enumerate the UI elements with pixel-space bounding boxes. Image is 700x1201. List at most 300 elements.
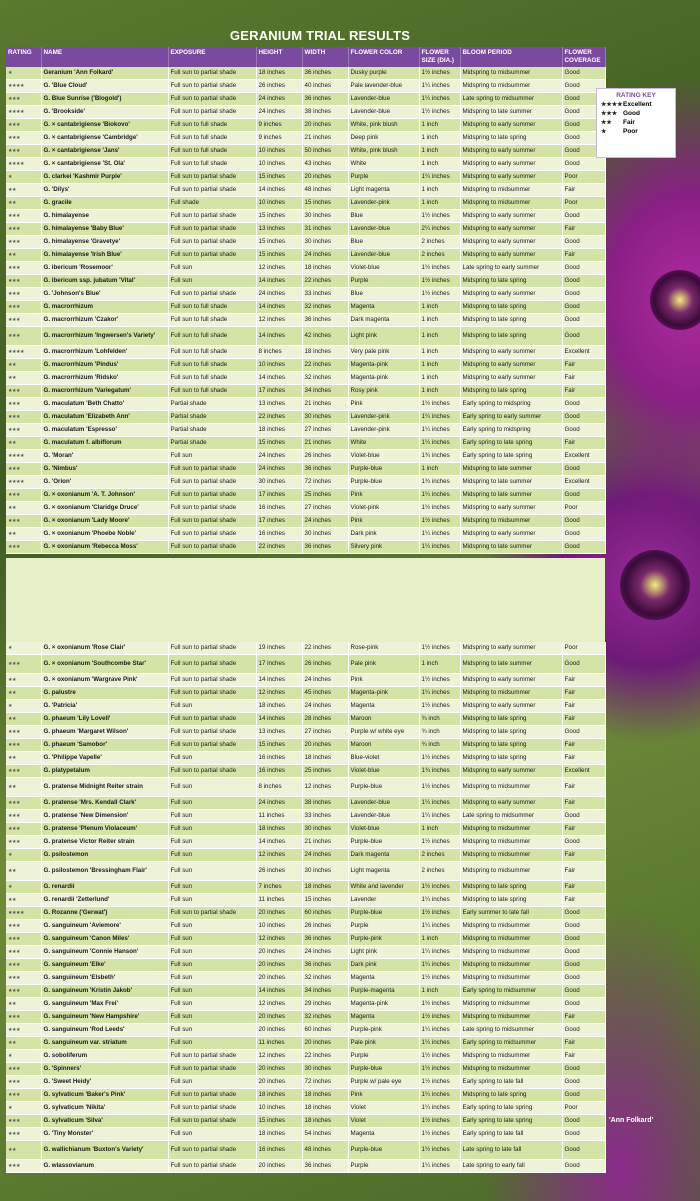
- cell-coverage: Poor: [562, 502, 605, 515]
- table-row: [6, 275, 605, 288]
- cell-exposure: Full sun to partial shade: [168, 765, 256, 778]
- cell-width: 26 inches: [302, 920, 348, 933]
- cell-flower-color: Purple-blue: [348, 907, 419, 920]
- cell-rating: ★★★: [6, 93, 41, 106]
- cell-flower-size: 2 inches: [419, 849, 460, 862]
- cell-height: 26 inches: [256, 80, 302, 93]
- star-icon: ★★★: [601, 111, 618, 117]
- cell-width: 24 inches: [302, 946, 348, 959]
- cell-coverage: Good: [562, 132, 605, 145]
- cell-flower-size: 1¼ inches: [419, 489, 460, 502]
- cell-coverage: Fair: [562, 862, 605, 881]
- cell-name: G. macrorrhizum: [41, 301, 168, 314]
- table-row: [6, 920, 605, 933]
- cell-flower-color: Magenta: [348, 1011, 419, 1024]
- cell-flower-color: Blue: [348, 236, 419, 249]
- cell-flower-size: 1¼ inches: [419, 1102, 460, 1115]
- cell-width: 42 inches: [302, 327, 348, 346]
- cell-height: 15 inches: [256, 249, 302, 262]
- cell-width: 18 inches: [302, 1115, 348, 1128]
- cell-name: G. sanguineum 'Elke': [41, 959, 168, 972]
- cell-coverage: Good: [562, 1076, 605, 1089]
- table-row: [6, 1011, 605, 1024]
- rating-key-item: [601, 128, 675, 135]
- cell-coverage: Good: [562, 398, 605, 411]
- cell-bloom-period: Late spring to early fall: [460, 1160, 562, 1173]
- cell-rating: ★★★: [6, 489, 41, 502]
- cell-flower-color: Pink: [348, 674, 419, 687]
- cell-flower-color: Magenta: [348, 301, 419, 314]
- cell-height: 20 inches: [256, 946, 302, 959]
- cell-exposure: Full sun to partial shade: [168, 642, 256, 655]
- photo-caption: 'Ann Folkard': [609, 1117, 654, 1124]
- cell-exposure: Full sun: [168, 881, 256, 894]
- cell-width: 22 inches: [302, 642, 348, 655]
- cell-bloom-period: Midspring to midsummer: [460, 1050, 562, 1063]
- cell-coverage: Poor: [562, 171, 605, 184]
- table-row: [6, 184, 605, 197]
- cell-name: G. macrorrhizum 'Variegatum': [41, 385, 168, 398]
- cell-rating: ★★★: [6, 275, 41, 288]
- cell-coverage: Good: [562, 985, 605, 998]
- cell-flower-color: Purple: [348, 1050, 419, 1063]
- cell-height: 16 inches: [256, 765, 302, 778]
- cell-flower-color: Magenta-pink: [348, 687, 419, 700]
- cell-coverage: Good: [562, 1063, 605, 1076]
- cell-flower-color: Light pink: [348, 946, 419, 959]
- cell-coverage: Fair: [562, 823, 605, 836]
- cell-flower-size: 1¼ inches: [419, 1037, 460, 1050]
- cell-flower-size: 1 inch: [419, 145, 460, 158]
- cell-bloom-period: Midspring to midsummer: [460, 836, 562, 849]
- cell-rating: ★★★: [6, 810, 41, 823]
- cell-exposure: Full sun to full shade: [168, 359, 256, 372]
- cell-width: 32 inches: [302, 1011, 348, 1024]
- cell-name: G. 'Philippe Vapelle': [41, 752, 168, 765]
- table-row: [6, 985, 605, 998]
- table-row: [6, 1037, 605, 1050]
- cell-height: 16 inches: [256, 528, 302, 541]
- cell-exposure: Full sun to partial shade: [168, 1089, 256, 1102]
- cell-height: 24 inches: [256, 450, 302, 463]
- flower-center-top: [650, 270, 700, 330]
- table-row: [6, 106, 605, 119]
- cell-bloom-period: Midspring to late spring: [460, 726, 562, 739]
- cell-bloom-period: Midspring to early summer: [460, 210, 562, 223]
- cell-flower-color: Pink: [348, 515, 419, 528]
- table-row: [6, 398, 605, 411]
- cell-flower-size: 1¼ inches: [419, 80, 460, 93]
- cell-coverage: Fair: [562, 437, 605, 450]
- cell-bloom-period: Midspring to early summer: [460, 700, 562, 713]
- cell-height: 10 inches: [256, 359, 302, 372]
- cell-bloom-period: Early spring to midsummer: [460, 1037, 562, 1050]
- cell-coverage: Good: [562, 93, 605, 106]
- cell-coverage: Good: [562, 489, 605, 502]
- cell-exposure: Full sun: [168, 836, 256, 849]
- cell-coverage: Good: [562, 1141, 605, 1160]
- table-row: [6, 823, 605, 836]
- cell-bloom-period: Midspring to midsummer: [460, 67, 562, 80]
- cell-height: 14 inches: [256, 275, 302, 288]
- cell-height: 11 inches: [256, 894, 302, 907]
- table-row: [6, 946, 605, 959]
- cell-flower-color: Dusky purple: [348, 67, 419, 80]
- table-row: [6, 502, 605, 515]
- cell-name: G. Blue Sunrise ('Blogold'): [41, 93, 168, 106]
- cell-width: 33 inches: [302, 810, 348, 823]
- cell-flower-size: 1¼ inches: [419, 424, 460, 437]
- cell-width: 60 inches: [302, 1024, 348, 1037]
- cell-height: 12 inches: [256, 933, 302, 946]
- cell-exposure: Full sun to partial shade: [168, 1115, 256, 1128]
- cell-name: G. 'Tiny Monster': [41, 1128, 168, 1141]
- table-row: [6, 1063, 605, 1076]
- cell-flower-size: 1 inch: [419, 372, 460, 385]
- cell-height: 8 inches: [256, 778, 302, 797]
- cell-width: 36 inches: [302, 541, 348, 554]
- cell-height: 20 inches: [256, 1063, 302, 1076]
- cell-flower-color: Maroon: [348, 713, 419, 726]
- cell-width: 32 inches: [302, 372, 348, 385]
- cell-bloom-period: Midspring to early summer: [460, 249, 562, 262]
- cell-width: 26 inches: [302, 450, 348, 463]
- cell-rating: ★: [6, 642, 41, 655]
- cell-coverage: Good: [562, 959, 605, 972]
- header-height: HEIGHT: [256, 47, 302, 67]
- cell-exposure: Full sun: [168, 823, 256, 836]
- cell-height: 17 inches: [256, 515, 302, 528]
- cell-flower-size: 1¼ inches: [419, 528, 460, 541]
- cell-height: 15 inches: [256, 437, 302, 450]
- cell-flower-size: 1 inch: [419, 301, 460, 314]
- cell-flower-color: Dark pink: [348, 528, 419, 541]
- cell-bloom-period: Midspring to early summer: [460, 765, 562, 778]
- cell-name: G. wlassovianum: [41, 1160, 168, 1173]
- cell-exposure: Full sun to partial shade: [168, 476, 256, 489]
- cell-coverage: Good: [562, 236, 605, 249]
- cell-flower-color: Pink: [348, 489, 419, 502]
- cell-bloom-period: Midspring to late spring: [460, 1089, 562, 1102]
- table-spacer: [6, 558, 605, 642]
- cell-bloom-period: Midspring to midsummer: [460, 184, 562, 197]
- cell-width: 21 inches: [302, 836, 348, 849]
- cell-name: G. wallichianum 'Buxton's Variety': [41, 1141, 168, 1160]
- cell-exposure: Full sun: [168, 972, 256, 985]
- cell-height: 18 inches: [256, 700, 302, 713]
- cell-coverage: Fair: [562, 1037, 605, 1050]
- table-row: [6, 752, 605, 765]
- cell-coverage: Fair: [562, 184, 605, 197]
- cell-bloom-period: Midspring to early summer: [460, 797, 562, 810]
- cell-coverage: Fair: [562, 1050, 605, 1063]
- cell-flower-size: 1 inch: [419, 346, 460, 359]
- cell-name: G. sanguineum 'Kristin Jakob': [41, 985, 168, 998]
- cell-height: 20 inches: [256, 1011, 302, 1024]
- cell-exposure: Full sun to partial shade: [168, 1141, 256, 1160]
- cell-flower-color: Lavender: [348, 894, 419, 907]
- table-row: [6, 515, 605, 528]
- cell-height: 13 inches: [256, 398, 302, 411]
- cell-exposure: Full sun to partial shade: [168, 739, 256, 752]
- cell-name: G. sanguineum 'Rod Leeds': [41, 1024, 168, 1037]
- cell-width: 36 inches: [302, 463, 348, 476]
- table-row: [6, 1076, 605, 1089]
- cell-flower-color: Magenta-pink: [348, 998, 419, 1011]
- cell-exposure: Full sun to partial shade: [168, 726, 256, 739]
- cell-bloom-period: Midspring to early summer: [460, 642, 562, 655]
- cell-exposure: Full sun: [168, 810, 256, 823]
- cell-rating: ★★: [6, 998, 41, 1011]
- cell-flower-size: 1½ inches: [419, 275, 460, 288]
- cell-bloom-period: Midspring to late spring: [460, 301, 562, 314]
- cell-flower-size: 1¼ inches: [419, 541, 460, 554]
- cell-bloom-period: Midspring to early summer: [460, 372, 562, 385]
- cell-flower-size: 1½ inches: [419, 700, 460, 713]
- cell-width: 30 inches: [302, 236, 348, 249]
- cell-height: 24 inches: [256, 288, 302, 301]
- cell-rating: ★★★★: [6, 80, 41, 93]
- cell-rating: ★★★★: [6, 346, 41, 359]
- cell-name: G. renardii: [41, 881, 168, 894]
- cell-coverage: Good: [562, 836, 605, 849]
- cell-coverage: Fair: [562, 249, 605, 262]
- cell-exposure: Full sun to full shade: [168, 158, 256, 171]
- table-row: [6, 1024, 605, 1037]
- cell-name: G. gracile: [41, 197, 168, 210]
- cell-coverage: Good: [562, 907, 605, 920]
- cell-name: G. × cantabrigiense 'Cambridge': [41, 132, 168, 145]
- cell-width: 36 inches: [302, 933, 348, 946]
- cell-exposure: Full sun: [168, 946, 256, 959]
- cell-flower-size: 1¼ inches: [419, 894, 460, 907]
- cell-name: G. sanguineum 'Connie Hanson': [41, 946, 168, 959]
- cell-height: 14 inches: [256, 372, 302, 385]
- cell-flower-size: 1½ inches: [419, 67, 460, 80]
- flower-center-middle: [620, 550, 690, 620]
- cell-rating: ★★★: [6, 223, 41, 236]
- cell-height: 14 inches: [256, 301, 302, 314]
- cell-height: 14 inches: [256, 836, 302, 849]
- cell-coverage: Fair: [562, 1011, 605, 1024]
- cell-name: G. maculatum 'Elizabeth Ann': [41, 411, 168, 424]
- cell-bloom-period: Midspring to midsummer: [460, 80, 562, 93]
- cell-flower-size: 1½ inches: [419, 210, 460, 223]
- cell-name: G. 'Dilys': [41, 184, 168, 197]
- cell-exposure: Partial shade: [168, 437, 256, 450]
- cell-bloom-period: Midspring to late summer: [460, 655, 562, 674]
- cell-flower-size: 1½ inches: [419, 778, 460, 797]
- cell-rating: ★★★: [6, 972, 41, 985]
- cell-rating: ★★★: [6, 210, 41, 223]
- cell-name: G. pratense Victor Reiter strain: [41, 836, 168, 849]
- cell-width: 25 inches: [302, 489, 348, 502]
- cell-width: 21 inches: [302, 437, 348, 450]
- cell-bloom-period: Early spring to midsummer: [460, 985, 562, 998]
- table-row: [6, 158, 605, 171]
- cell-bloom-period: Midspring to early summer: [460, 359, 562, 372]
- cell-bloom-period: Midspring to early summer: [460, 119, 562, 132]
- cell-flower-size: ¾ inch: [419, 726, 460, 739]
- cell-rating: ★★★: [6, 119, 41, 132]
- cell-coverage: Good: [562, 946, 605, 959]
- cell-coverage: Poor: [562, 642, 605, 655]
- cell-flower-color: Purple-blue: [348, 463, 419, 476]
- cell-width: 48 inches: [302, 1141, 348, 1160]
- cell-width: 38 inches: [302, 797, 348, 810]
- cell-flower-color: Lavender-pink: [348, 411, 419, 424]
- cell-width: 38 inches: [302, 106, 348, 119]
- cell-bloom-period: Midspring to late spring: [460, 132, 562, 145]
- cell-coverage: Fair: [562, 797, 605, 810]
- rating-key: [596, 88, 676, 158]
- cell-height: 10 inches: [256, 197, 302, 210]
- cell-rating: ★★★: [6, 145, 41, 158]
- cell-bloom-period: Midspring to late spring: [460, 881, 562, 894]
- cell-exposure: Full sun: [168, 262, 256, 275]
- cell-name: G. phaeum 'Margaret Wilson': [41, 726, 168, 739]
- cell-flower-color: Purple-pink: [348, 933, 419, 946]
- cell-height: 9 inches: [256, 119, 302, 132]
- cell-height: 17 inches: [256, 655, 302, 674]
- header-name: NAME: [41, 47, 168, 67]
- cell-flower-size: 1 inch: [419, 132, 460, 145]
- cell-coverage: Fair: [562, 894, 605, 907]
- cell-name: G. × cantabrigiense 'Jans': [41, 145, 168, 158]
- cell-exposure: Full sun to partial shade: [168, 1102, 256, 1115]
- table-row: [6, 80, 605, 93]
- cell-rating: ★★★: [6, 1089, 41, 1102]
- cell-rating: ★: [6, 881, 41, 894]
- table-row: [6, 972, 605, 985]
- cell-exposure: Full sun to partial shade: [168, 713, 256, 726]
- table-row: [6, 1102, 605, 1115]
- cell-bloom-period: Midspring to early summer: [460, 171, 562, 184]
- table-row: [6, 385, 605, 398]
- cell-bloom-period: Midspring to midsummer: [460, 778, 562, 797]
- cell-exposure: Full sun to partial shade: [168, 674, 256, 687]
- cell-coverage: Good: [562, 541, 605, 554]
- cell-width: 22 inches: [302, 359, 348, 372]
- rating-key-item: [601, 101, 675, 108]
- cell-width: 27 inches: [302, 726, 348, 739]
- table-row: [6, 93, 605, 106]
- cell-flower-color: Violet-blue: [348, 450, 419, 463]
- cell-exposure: Full sun: [168, 700, 256, 713]
- header-flower-color: FLOWER COLOR: [348, 47, 419, 67]
- cell-flower-size: 1½ inches: [419, 1128, 460, 1141]
- cell-rating: ★★: [6, 249, 41, 262]
- cell-flower-color: Dark pink: [348, 959, 419, 972]
- cell-coverage: Good: [562, 67, 605, 80]
- cell-coverage: Fair: [562, 372, 605, 385]
- table-row: [6, 713, 605, 726]
- cell-rating: ★★★: [6, 398, 41, 411]
- cell-width: 31 inches: [302, 223, 348, 236]
- cell-bloom-period: Midspring to midsummer: [460, 515, 562, 528]
- cell-height: 19 inches: [256, 642, 302, 655]
- cell-exposure: Full sun to full shade: [168, 346, 256, 359]
- cell-height: 12 inches: [256, 1050, 302, 1063]
- cell-height: 15 inches: [256, 236, 302, 249]
- cell-height: 8 inches: [256, 346, 302, 359]
- cell-flower-color: Purple: [348, 275, 419, 288]
- cell-flower-color: Dark magenta: [348, 849, 419, 862]
- cell-bloom-period: Midspring to late spring: [460, 739, 562, 752]
- cell-bloom-period: Early spring to early summer: [460, 411, 562, 424]
- cell-rating: ★★★: [6, 424, 41, 437]
- table-row: [6, 262, 605, 275]
- cell-height: 24 inches: [256, 93, 302, 106]
- cell-exposure: Full sun: [168, 862, 256, 881]
- cell-rating: ★: [6, 1102, 41, 1115]
- cell-width: 24 inches: [302, 700, 348, 713]
- cell-height: 10 inches: [256, 145, 302, 158]
- cell-bloom-period: Early spring to late spring: [460, 1115, 562, 1128]
- cell-coverage: Excellent: [562, 346, 605, 359]
- cell-width: 72 inches: [302, 476, 348, 489]
- cell-flower-size: 1½ inches: [419, 972, 460, 985]
- cell-bloom-period: Midspring to late spring: [460, 894, 562, 907]
- cell-coverage: Fair: [562, 752, 605, 765]
- cell-flower-size: 1¼ inches: [419, 1160, 460, 1173]
- table-row: [6, 862, 605, 881]
- cell-flower-size: 1¼ inches: [419, 687, 460, 700]
- cell-width: 30 inches: [302, 528, 348, 541]
- cell-flower-color: Light pink: [348, 327, 419, 346]
- cell-rating: ★★★: [6, 236, 41, 249]
- cell-flower-color: Purple: [348, 1160, 419, 1173]
- cell-rating: ★★: [6, 894, 41, 907]
- cell-coverage: Fair: [562, 713, 605, 726]
- cell-exposure: Full sun to partial shade: [168, 907, 256, 920]
- cell-flower-color: Light magenta: [348, 184, 419, 197]
- cell-name: G. sanguineum 'New Hampshire': [41, 1011, 168, 1024]
- header-flower-coverage: FLOWER COVERAGE: [562, 47, 605, 67]
- cell-bloom-period: Midspring to midsummer: [460, 687, 562, 700]
- cell-flower-size: 1½ inches: [419, 1050, 460, 1063]
- cell-exposure: Partial shade: [168, 424, 256, 437]
- cell-coverage: Good: [562, 1128, 605, 1141]
- cell-name: G. psilostemon: [41, 849, 168, 862]
- cell-flower-size: 1½ inches: [419, 881, 460, 894]
- cell-coverage: Fair: [562, 881, 605, 894]
- cell-width: 22 inches: [302, 1050, 348, 1063]
- cell-bloom-period: Midspring to late spring: [460, 752, 562, 765]
- cell-bloom-period: Late spring to midsummer: [460, 93, 562, 106]
- cell-flower-size: 1¼ inches: [419, 1089, 460, 1102]
- rating-key-label: Excellent: [623, 101, 652, 108]
- cell-exposure: Full sun to partial shade: [168, 106, 256, 119]
- cell-rating: ★★★: [6, 946, 41, 959]
- cell-rating: ★★★: [6, 1128, 41, 1141]
- cell-name: G. maculatum f. albiflorum: [41, 437, 168, 450]
- cell-name: G. maculatum 'Espresso': [41, 424, 168, 437]
- cell-height: 18 inches: [256, 823, 302, 836]
- cell-bloom-period: Midspring to late spring: [460, 713, 562, 726]
- table-row: [6, 346, 605, 359]
- cell-name: Geranium 'Ann Folkard': [41, 67, 168, 80]
- cell-flower-color: Pink: [348, 1089, 419, 1102]
- cell-flower-size: 2 inches: [419, 249, 460, 262]
- table-row: [6, 1089, 605, 1102]
- table-row: [6, 223, 605, 236]
- cell-rating: ★★★: [6, 1011, 41, 1024]
- cell-width: 24 inches: [302, 249, 348, 262]
- cell-rating: ★★★: [6, 933, 41, 946]
- cell-width: 15 inches: [302, 197, 348, 210]
- table-row: [6, 288, 605, 301]
